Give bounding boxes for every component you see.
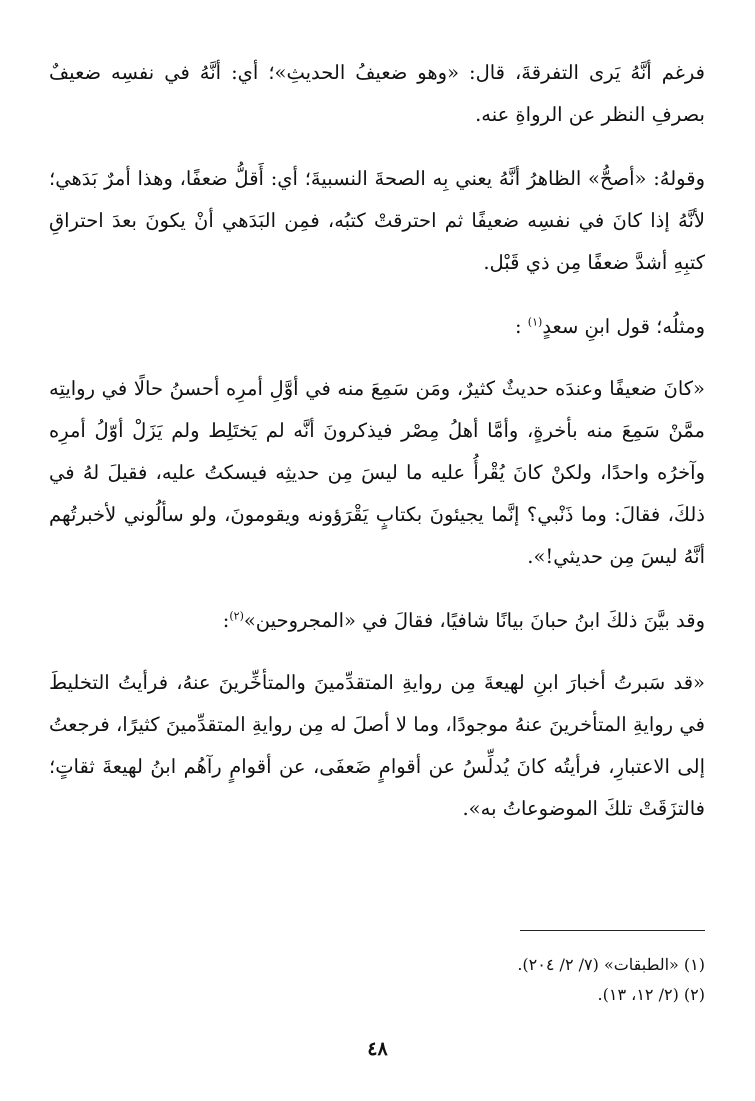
footnote-2: (٢) (٢/ ١٢، ١٣). <box>597 985 705 1004</box>
quote-ibn-hibban: «قد سَبرتُ أخبارَ ابنِ لهيعةَ مِن روايةِ المتقدِّمينَ والمتأخِّرينَ عنهُ، فرأيتُ التخليطَ في روايةِ المتأخرينَ عنهُ موجودًا، وما لا أصلَ له مِن روايةِ المتقدِّمينَ كثيرًا، فرجعتُ إلى الاعتبارِ، فرأيتُه كانَ يُدلِّسُ عن أقوامٍ ضَعفَى، عن أقوامٍ رآهُم ابنُ لهيعةَ ثقاتٍ؛ فالتزَقَتْ تلكَ الموضوعاتُ به». <box>49 671 705 820</box>
paragraph-2: وقولهُ: «أصحُّ» الظاهرُ أنَّهُ يعني بِه الصحةَ النسبيةَ؛ أي: أَقلُّ ضعفًا، وهذا أمرٌ بَدَهي؛ لأنَّهُ إذا كانَ في نفسِه ضعيفًا ثم احترقتْ كتبُه، فمِن البَدَهي أنْ يكونَ بعدَ احتراقِ كتبِهِ أشدَّ ضعفًا مِن ذي قَبْل. <box>49 167 705 274</box>
quote-ibn-saad: «كانَ ضعيفًا وعندَه حديثٌ كثيرٌ، ومَن سَمِعَ منه في أوَّلِ أمرِه أحسنُ حالًا في روايتِه ممَّنْ سَمِعَ منه بأخرةٍ، وأمَّا أهلُ مِصْر فيذكرونَ أنَّه لم يَختَلِط ولم يَزَلْ أوّلُ أمرِه وآخرُه واحدًا، ولكنْ كانَ يُقْرأُ عليه ما ليسَ مِن حديثِه فيسكتُ عليه، فقيلَ لهُ في ذلكَ، فقالَ: وما ذَنْبي؟ إنَّما يجيئونَ بكتابٍ يَقْرَؤونه ويقومونَ، ولو سألُوني لأخبرتُهم أنَّهُ ليسَ مِن حديثي!». <box>49 377 705 568</box>
paragraph-5-colon: : <box>222 609 230 632</box>
paragraph-3-text: ومثلُه؛ قول ابنِ سعدٍ <box>542 315 705 338</box>
paragraph-1: فرغم أنَّهُ يَرى التفرقةَ، قال: «وهو ضعيفُ الحديثِ»؛ أي: أنَّهُ في نفسِه ضعيفٌ بصرفِ النظر عن الرواةِ عنه. <box>49 61 705 126</box>
footnote-ref-2: (٢) <box>229 609 244 623</box>
paragraph-3 <box>49 306 705 348</box>
page-number: ٤٨ <box>367 1038 388 1060</box>
footnote-divider <box>520 930 705 931</box>
paragraph-3-colon: : <box>515 315 528 338</box>
footnote-ref-1: (١) <box>527 315 543 329</box>
paragraph-5-text: وقد بيَّنَ ذلكَ ابنُ حبانَ بيانًا شافيًا، فقالَ في «المجروحين» <box>243 609 705 632</box>
paragraph-5 <box>49 600 705 642</box>
footnotes <box>49 950 705 1010</box>
main-text <box>49 52 705 852</box>
footnote-1: (١) «الطبقات» (٧/ ٢/ ٢٠٤). <box>517 955 705 974</box>
